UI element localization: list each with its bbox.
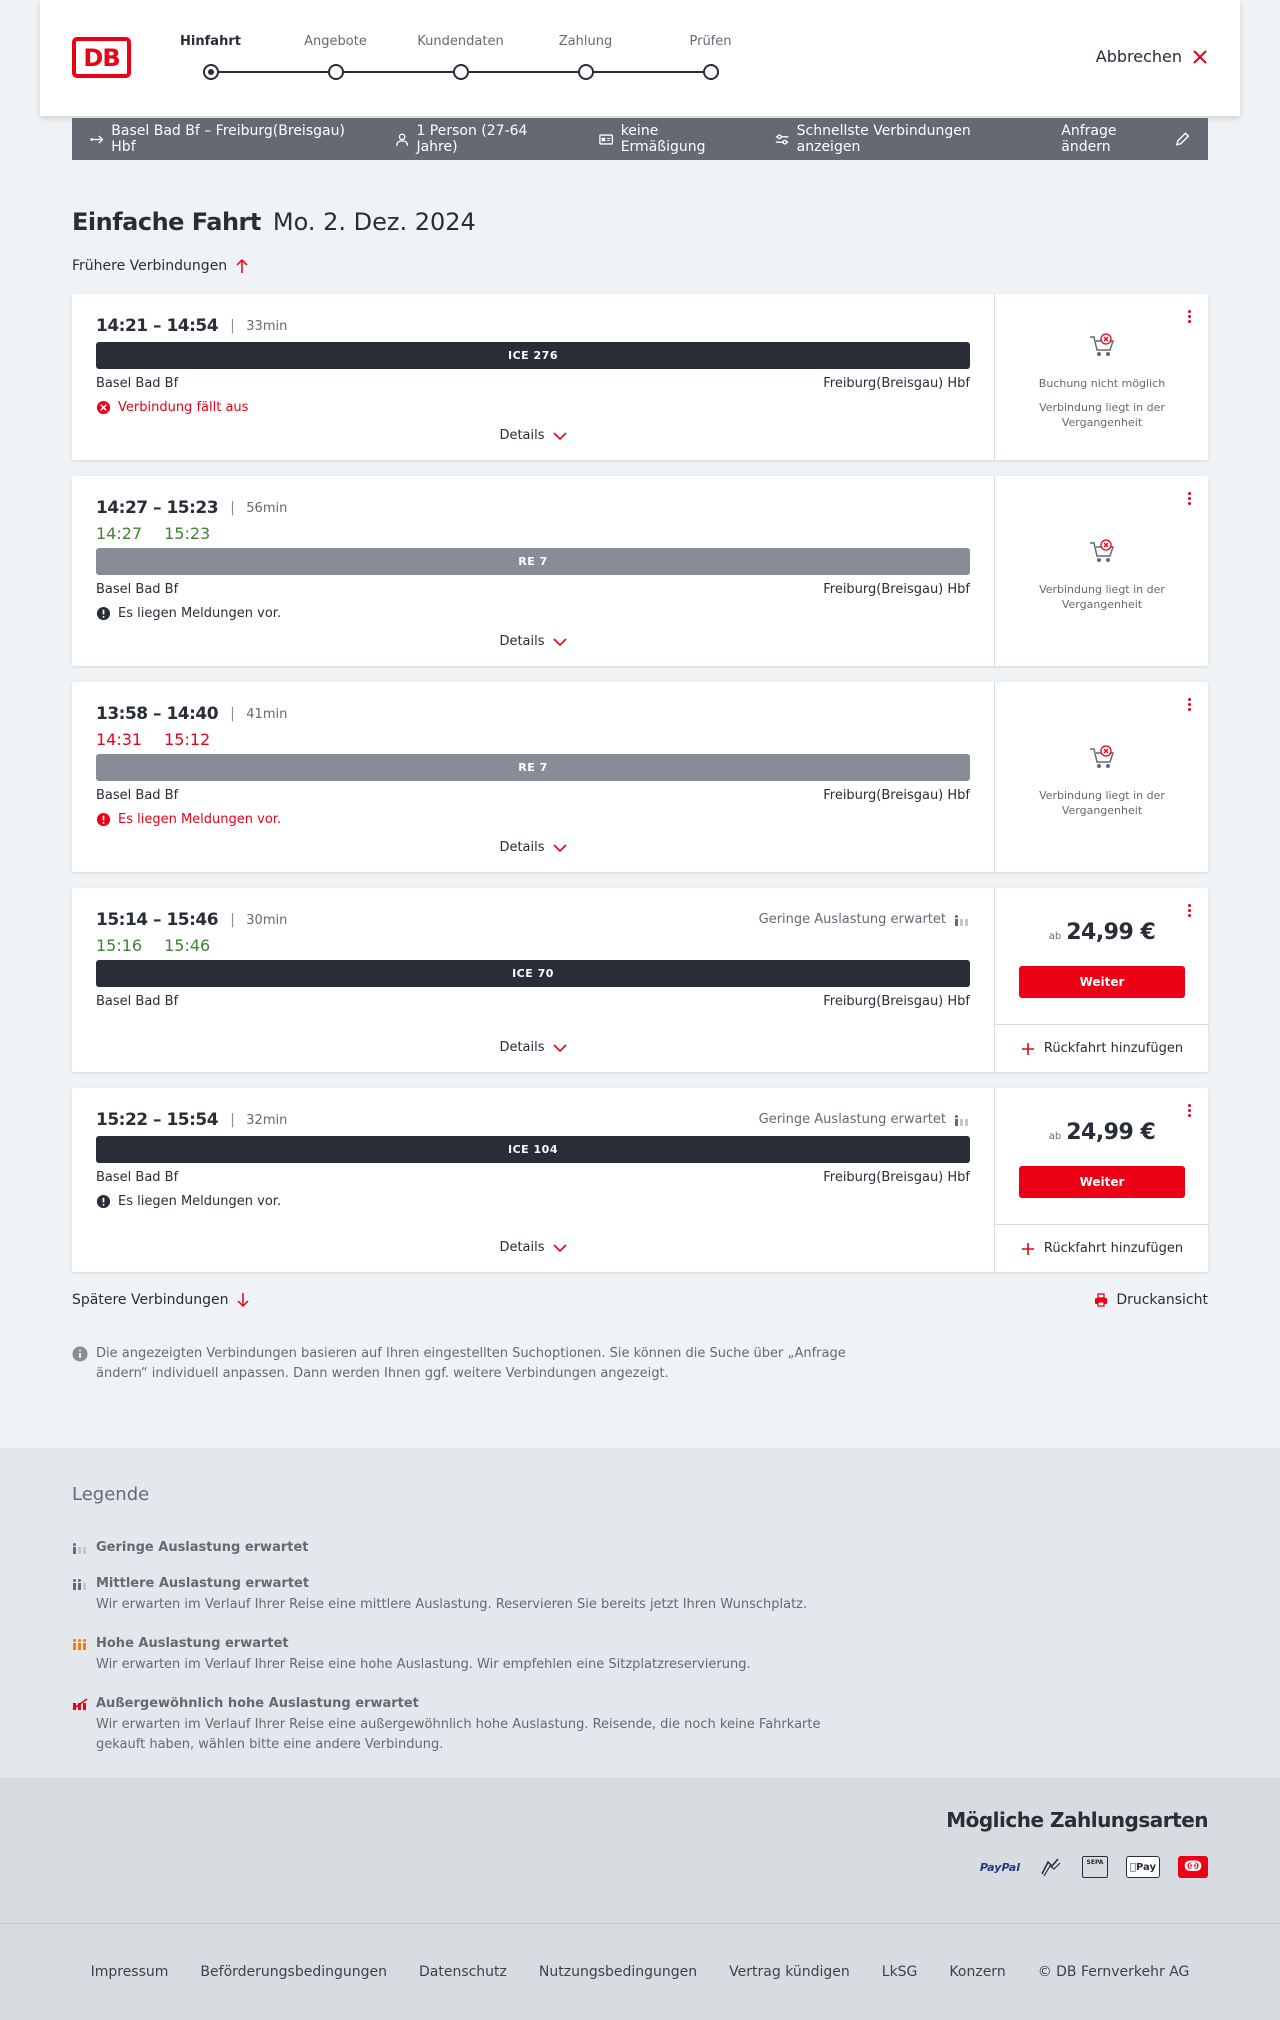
paypal-icon: PayPal: [979, 1860, 1020, 1874]
change-request-button[interactable]: [1061, 123, 1190, 155]
progress-steps: [180, 34, 732, 84]
separator: |: [230, 1112, 235, 1128]
pencil-icon: [1175, 131, 1190, 147]
person-icon: [395, 132, 409, 147]
connection-card[interactable]: [72, 476, 1208, 666]
exclamation-circle-icon: [96, 1194, 111, 1209]
cancellation-message: [96, 400, 248, 415]
continue-button[interactable]: Weiter: [1019, 966, 1185, 998]
more-options-icon[interactable]: [1184, 902, 1194, 922]
occupancy-indicator: [759, 1112, 970, 1127]
occupancy-text: Geringe Auslastung erwartet: [758, 912, 946, 927]
route-filter[interactable]: [90, 123, 361, 155]
card-icon: [599, 132, 613, 147]
cancel-button[interactable]: [1096, 47, 1208, 66]
separator: |: [230, 318, 235, 334]
plus-icon: [1021, 1242, 1035, 1256]
connection-card[interactable]: [72, 682, 1208, 872]
duration: 32min: [246, 1112, 288, 1128]
sliders-icon: [775, 132, 789, 147]
legend-item-title: Mittlere Auslastung erwartet: [96, 1576, 310, 1591]
connection-main: [72, 888, 994, 1072]
print-view-link[interactable]: [1094, 1292, 1208, 1308]
route-arrow-icon: [90, 132, 104, 147]
details-toggle[interactable]: [72, 428, 994, 443]
booking-panel: [994, 476, 1208, 666]
details-label: Details: [499, 1040, 545, 1055]
duration: 30min: [246, 912, 288, 928]
connection-main: [72, 476, 994, 666]
legend-item-desc: Wir erwarten im Verlauf Ihrer Reise eine mittlere Auslastung. Reservieren Sie bereits jetzt Ihren Wunschplatz.: [96, 1597, 808, 1612]
realtime-times: [96, 730, 210, 749]
footer-copyright: © DB Fernverkehr AG: [1037, 1964, 1190, 1980]
train-bar[interactable]: ICE 276: [96, 342, 970, 369]
legend-item-high: [72, 1636, 872, 1675]
page-title: [72, 208, 476, 236]
departure-station: Basel Bad Bf: [96, 788, 179, 803]
footer-link-lksg[interactable]: LkSG: [881, 1964, 918, 1980]
details-label: Details: [499, 634, 545, 649]
legend-item-exceptional: [72, 1696, 872, 1755]
past-connection-text: Verbindung liegt in der Vergangenheit: [1039, 583, 1165, 611]
details-label: Details: [499, 840, 545, 855]
connection-times: [96, 316, 287, 336]
separator: |: [230, 912, 235, 928]
print-label: Druckansicht: [1116, 1292, 1208, 1308]
step-label: Prüfen: [689, 34, 732, 49]
realtime-arrival: 15:46: [164, 936, 211, 955]
booking-panel: [994, 294, 1208, 460]
legend-item-low: [72, 1540, 872, 1555]
cancel-circle-icon: [96, 400, 111, 415]
occupancy-low-icon: [954, 914, 970, 926]
cancel-label: Abbrechen: [1095, 47, 1182, 66]
info-icon: [72, 1346, 88, 1362]
printer-icon: [1094, 1293, 1108, 1307]
occupancy-low-icon: [72, 1542, 88, 1554]
apple-pay-label: Pay: [1132, 1861, 1154, 1873]
add-return-button[interactable]: [995, 1224, 1209, 1272]
planned-times: 14:27 – 15:23: [96, 498, 219, 518]
occupancy-exceptional-icon: [72, 1698, 88, 1710]
realtime-times: [96, 936, 210, 955]
legend-item-title: Außergewöhnlich hohe Auslastung erwartet: [96, 1696, 419, 1711]
cart-unavailable-icon: [1088, 538, 1116, 566]
legend-item-medium: [72, 1576, 872, 1615]
arrow-down-icon: [236, 1292, 250, 1308]
trip-type: Einfache Fahrt: [72, 208, 261, 236]
fastest-filter[interactable]: [775, 123, 1027, 155]
realtime-departure: 15:16: [96, 936, 143, 955]
arrival-station: Freiburg(Breisgau) Hbf: [823, 994, 970, 1009]
search-summary-bar: [72, 118, 1208, 160]
message-text: Es liegen Meldungen vor.: [118, 606, 282, 621]
past-connection-text: Verbindung liegt in der Vergangenheit: [1039, 401, 1165, 429]
connection-times: [96, 910, 287, 930]
step-label: Angebote: [304, 34, 367, 49]
separator: |: [230, 500, 235, 516]
connection-card[interactable]: [72, 888, 1208, 1072]
occupancy-high-icon: [72, 1638, 88, 1650]
occupancy-text: Geringe Auslastung erwartet: [758, 1112, 946, 1127]
arrival-station: Freiburg(Breisgau) Hbf: [823, 1170, 970, 1185]
connection-main: [72, 294, 994, 460]
cart-unavailable-icon: [1088, 744, 1116, 772]
message-text: Es liegen Meldungen vor.: [118, 812, 282, 827]
price-amount: 24,99 €: [1066, 1120, 1156, 1145]
footer: [0, 1923, 1280, 2020]
discount-label: keine Ermäßigung: [620, 123, 706, 155]
more-options-icon[interactable]: [1184, 696, 1194, 716]
planned-times: 14:21 – 14:54: [96, 316, 219, 336]
details-label: Details: [499, 428, 545, 443]
details-toggle[interactable]: [72, 1040, 994, 1055]
booking-panel: [994, 682, 1208, 872]
booking-panel: [994, 888, 1208, 1072]
realtime-times: [96, 524, 210, 543]
add-return-label: Rückfahrt hinzufügen: [1043, 1241, 1184, 1256]
connection-times: [96, 1110, 287, 1130]
departure-station: Basel Bad Bf: [96, 582, 179, 597]
departure-station: Basel Bad Bf: [96, 1170, 179, 1185]
continue-button[interactable]: Weiter: [1019, 1166, 1185, 1198]
separator: |: [230, 706, 235, 722]
booking-unavailable-title: Buchung nicht möglich: [1038, 377, 1166, 390]
realtime-arrival: 15:12: [164, 730, 211, 749]
past-connection-text: Verbindung liegt in der Vergangenheit: [1039, 789, 1165, 817]
chevron-down-icon: [553, 1243, 567, 1253]
notice-message: [96, 812, 281, 827]
footer-link-impressum[interactable]: Impressum: [90, 1964, 169, 1980]
search-hint: [72, 1344, 852, 1384]
details-label: Details: [499, 1240, 545, 1255]
notice-message: [96, 1194, 281, 1209]
legend-item-desc: Wir erwarten im Verlauf Ihrer Reise eine außergewöhnlich hohe Auslastung. Reisende, die noch keine Fahrkarte gekauft haben, wählen bitte eine andere Verbindung.: [96, 1717, 821, 1752]
sepa-invoice-icon: SEPA: [1082, 1856, 1108, 1878]
duration: 41min: [246, 706, 288, 722]
db-logo[interactable]: DB: [72, 37, 131, 78]
departure-station: Basel Bad Bf: [96, 376, 179, 391]
direct-debit-icon: [1038, 1856, 1064, 1878]
connection-main: [72, 682, 994, 872]
step-kundendaten: [398, 34, 523, 80]
fastest-label: Schnellste Verbindungen anzeigen: [796, 123, 971, 155]
persons-filter[interactable]: [395, 123, 565, 155]
message-text: Es liegen Meldungen vor.: [118, 1194, 282, 1209]
step-dot: [703, 64, 719, 80]
step-dot: [203, 64, 219, 80]
price-prefix: ab: [1048, 931, 1062, 942]
payment-title: Mögliche Zahlungsarten: [946, 1808, 1208, 1832]
footer-link-datenschutz[interactable]: Datenschutz: [418, 1964, 507, 1980]
train-bar[interactable]: ICE 70: [96, 960, 970, 987]
details-toggle[interactable]: [72, 1240, 994, 1255]
persons-label: 1 Person (27-64 Jahre): [416, 123, 528, 155]
occupancy-medium-icon: [72, 1578, 88, 1590]
step-dot: [453, 64, 469, 80]
connection-times: [96, 704, 287, 724]
more-options-icon[interactable]: [1184, 1102, 1194, 1122]
connection-times: [96, 498, 287, 518]
footer-link-nutzung[interactable]: Nutzungsbedingungen: [538, 1964, 698, 1980]
plus-icon: [1021, 1042, 1035, 1056]
connection-card[interactable]: [72, 1088, 1208, 1272]
chevron-down-icon: [553, 637, 567, 647]
step-label: Zahlung: [558, 34, 613, 49]
train-bar[interactable]: RE 7: [96, 548, 970, 575]
footer-link-befoerderung[interactable]: Beförderungsbedingungen: [200, 1964, 387, 1980]
price-amount: 24,99 €: [1066, 920, 1156, 945]
booking-panel: [994, 1088, 1208, 1272]
chevron-down-icon: [553, 843, 567, 853]
step-label: Hinfahrt: [180, 34, 241, 49]
add-return-button[interactable]: [995, 1024, 1209, 1072]
price: [995, 1120, 1209, 1145]
later-label: Spätere Verbindungen: [72, 1292, 229, 1308]
arrow-up-icon: [235, 258, 249, 274]
duration: 56min: [246, 500, 288, 516]
arrival-station: Freiburg(Breisgau) Hbf: [823, 788, 970, 803]
step-dot: [578, 64, 594, 80]
payment-icons: [980, 1856, 1208, 1878]
chevron-down-icon: [553, 431, 567, 441]
realtime-arrival: 15:23: [164, 524, 211, 543]
realtime-departure: 14:27: [96, 524, 143, 543]
occupancy-indicator: [759, 912, 970, 927]
details-toggle[interactable]: [72, 840, 994, 855]
trip-date: Mo. 2. Dez. 2024: [272, 208, 476, 236]
realtime-departure: 14:31: [96, 730, 143, 749]
hint-text: Die angezeigten Verbindungen basieren auf Ihren eingestellten Suchoptionen. Sie können die Suche über „Anfrage ändern“ individuell anpassen. Dann werden Ihnen ggf. weitere Verbindungen angezeigt.: [96, 1346, 846, 1381]
more-options-icon[interactable]: [1184, 308, 1194, 328]
add-return-label: Rückfahrt hinzufügen: [1043, 1041, 1184, 1056]
message-text: Verbindung fällt aus: [118, 400, 249, 415]
step-hinfahrt: [148, 34, 273, 80]
cart-unavailable-icon: [1088, 332, 1116, 360]
apple-pay-icon: [1126, 1856, 1160, 1878]
train-bar[interactable]: ICE 104: [96, 1136, 970, 1163]
exclamation-circle-icon: [96, 606, 111, 621]
route-label: Basel Bad Bf – Freiburg(Breisgau) Hbf: [111, 123, 345, 155]
duration: 33min: [246, 318, 288, 334]
later-connections-link[interactable]: [72, 1292, 250, 1308]
legend-item-desc: Wir erwarten im Verlauf Ihrer Reise eine hohe Auslastung. Wir empfehlen eine Sitzplatzreservierung.: [96, 1657, 751, 1672]
change-request-label: Anfrage ändern: [1061, 123, 1117, 155]
arrival-station: Freiburg(Breisgau) Hbf: [823, 376, 970, 391]
step-label: Kundendaten: [417, 34, 504, 49]
planned-times: 15:22 – 15:54: [96, 1110, 219, 1130]
legend-item-title: Geringe Auslastung erwartet: [96, 1540, 309, 1555]
header: [40, 0, 1240, 116]
details-toggle[interactable]: [72, 634, 994, 649]
step-pruefen: [648, 34, 773, 80]
price: [995, 920, 1209, 945]
step-zahlung: [523, 34, 648, 80]
planned-times: 13:58 – 14:40: [96, 704, 219, 724]
earlier-label: Frühere Verbindungen: [72, 258, 228, 274]
departure-station: Basel Bad Bf: [96, 994, 179, 1009]
close-icon: [1192, 49, 1208, 65]
footer-link-vertrag[interactable]: Vertrag kündigen: [729, 1964, 850, 1980]
step-dot: [328, 64, 344, 80]
footer-link-konzern[interactable]: Konzern: [949, 1964, 1006, 1980]
legend-section: [0, 1448, 1280, 1778]
earlier-connections-link[interactable]: [72, 258, 249, 274]
connection-card[interactable]: [72, 294, 1208, 460]
legend-item-title: Hohe Auslastung erwartet: [96, 1636, 289, 1651]
chevron-down-icon: [553, 1043, 567, 1053]
step-angebote: [273, 34, 398, 80]
notice-message: [96, 606, 281, 621]
more-options-icon[interactable]: [1184, 490, 1194, 510]
price-prefix: ab: [1048, 1131, 1062, 1142]
discount-filter[interactable]: [599, 123, 741, 155]
legend-title: Legende: [72, 1484, 150, 1505]
payment-methods-section: [0, 1778, 1280, 1923]
db-card-icon: ↂ: [1178, 1856, 1208, 1878]
exclamation-circle-icon: [96, 812, 111, 827]
arrival-station: Freiburg(Breisgau) Hbf: [823, 582, 970, 597]
occupancy-low-icon: [954, 1114, 970, 1126]
planned-times: 15:14 – 15:46: [96, 910, 219, 930]
train-bar[interactable]: RE 7: [96, 754, 970, 781]
connection-main: [72, 1088, 994, 1272]
